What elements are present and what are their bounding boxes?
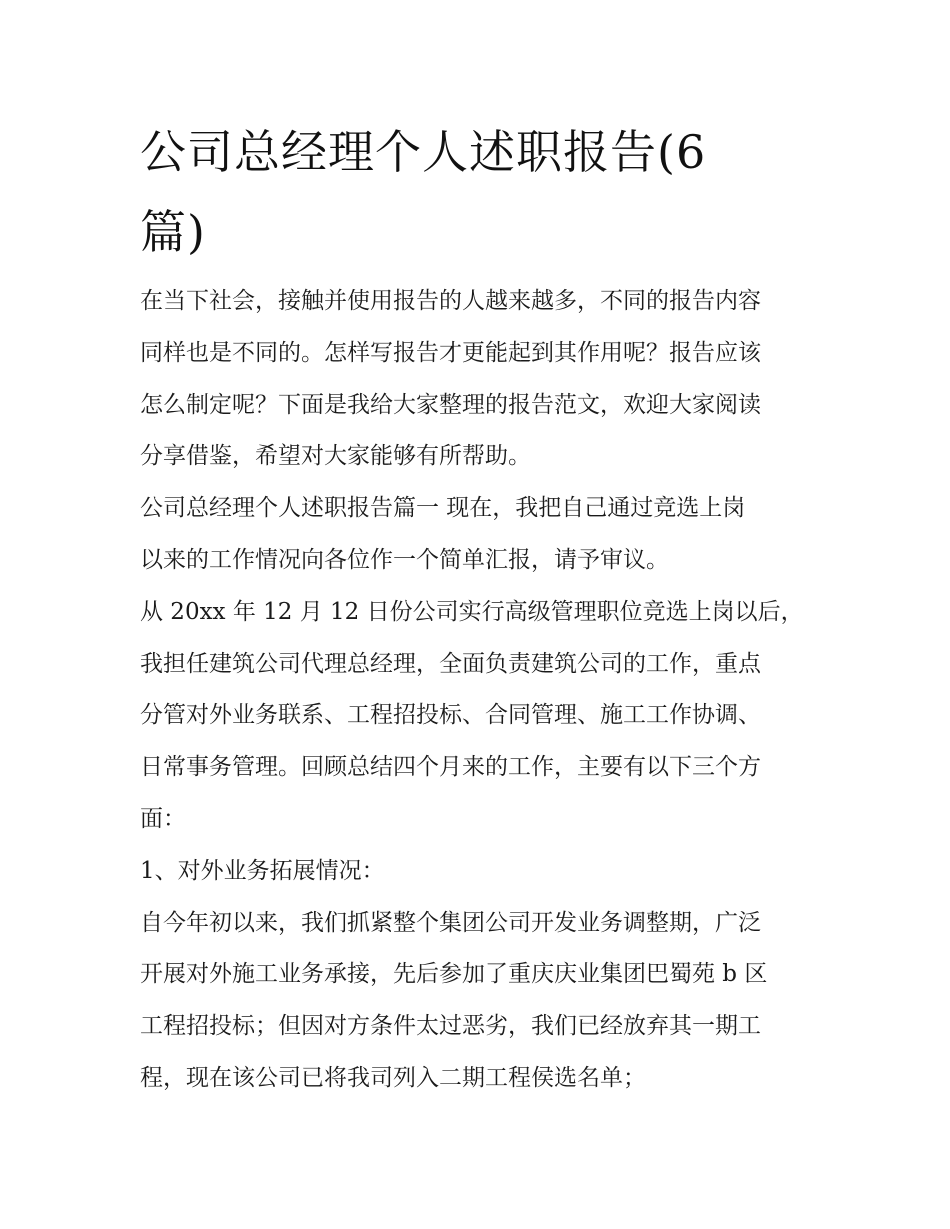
section-heading: 1、对外业务拓展情况： — [140, 857, 385, 884]
text-line: 自今年初以来，我们抓紧整个集团公司开发业务调整期，广泛 — [140, 909, 761, 936]
text-line: 公司总经理个人述职报告篇一 现在，我把自己通过竞选上岗 — [140, 495, 746, 522]
text-line: 开展对外施工业务承接，先后参加了重庆庆业集团巴蜀苑 b 区 — [140, 961, 768, 988]
text-line: 在当下社会，接触并使用报告的人越来越多，不同的报告内容 — [140, 288, 761, 314]
text-line: 怎么制定呢？下面是我给大家整理的报告范文，欢迎大家阅读 — [140, 391, 761, 418]
text-line: 面： — [140, 805, 186, 832]
text-line: 日常事务管理。回顾总结四个月来的工作，主要有以下三个方 — [140, 754, 761, 781]
text-line: 以来的工作情况向各位作一个简单汇报，请予审议。 — [140, 546, 669, 573]
text-line: 同样也是不同的。怎样写报告才更能起到其作用呢？报告应该 — [140, 339, 761, 366]
text-line: 从 20xx 年 12 月 12 日份公司实行高级管理职位竞选上岗以后， — [140, 598, 804, 625]
text-line: 分享借鉴，希望对大家能够有所帮助。 — [140, 443, 531, 470]
text-line: 程，现在该公司已将我司列入二期工程侯选名单； — [140, 1064, 646, 1091]
document-title — [140, 112, 820, 272]
text-line: 工程招投标；但因对方条件太过恶劣，我们已经放弃其一期工 — [140, 1013, 761, 1040]
text-line: 我担任建筑公司代理总经理，全面负责建筑公司的工作，重点 — [140, 650, 761, 677]
title-line: 公司总经理个人述职报告(6 — [140, 125, 707, 179]
document-body — [140, 276, 830, 1105]
title-line: 篇) — [140, 205, 206, 259]
text-line: 分管对外业务联系、工程招投标、合同管理、施工工作协调、 — [140, 702, 761, 729]
